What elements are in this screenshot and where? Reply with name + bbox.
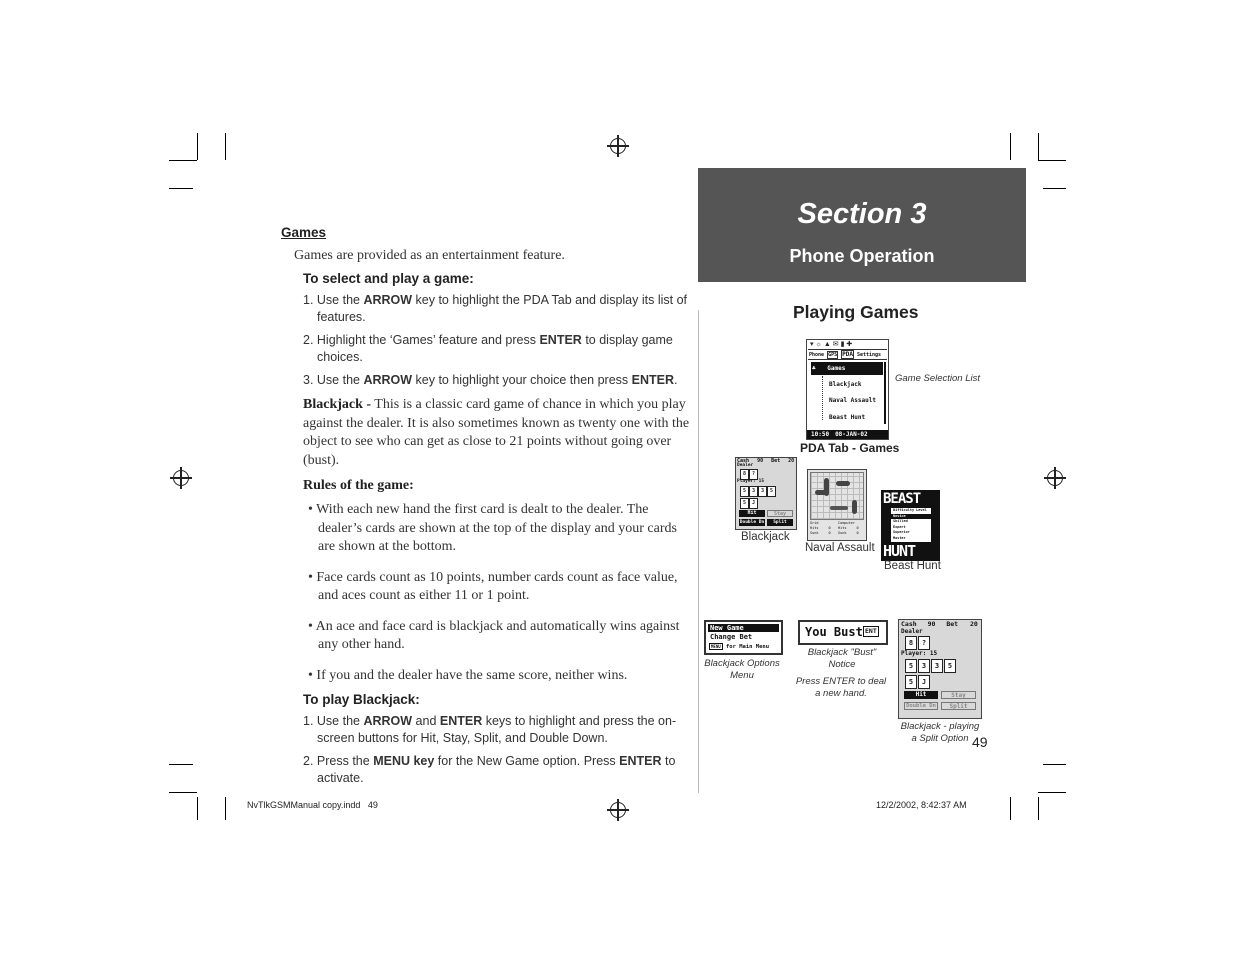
player-card: 3 xyxy=(749,486,758,497)
select-step-3: 3. Use the ARROW key to highlight your choice then press ENTER. xyxy=(303,373,678,387)
games-content xyxy=(281,225,691,787)
menu-key-icon: MENU xyxy=(711,644,721,649)
menu-item-naval-assault[interactable]: Naval Assault xyxy=(829,397,876,404)
gps-icon: ☼ xyxy=(815,341,822,348)
blackjack-split-screen: Cash 90 Bet 20 Dealer 8 ? Player: 15 5 3 3 5 5 J Hit Stay Double Dn Split xyxy=(898,619,982,719)
beast-hunt-screen xyxy=(881,490,940,561)
player-card: 5 xyxy=(905,675,917,689)
stay-button[interactable]: Stay xyxy=(941,691,976,699)
navigate-icon: ✚ xyxy=(846,341,853,348)
tree-line xyxy=(822,376,824,420)
caption-blackjack: Blackjack xyxy=(741,531,790,543)
crop-mark xyxy=(1010,797,1011,820)
footer-timestamp: 12/2/2002, 8:42:37 AM xyxy=(876,800,967,810)
player-card: 3 xyxy=(918,659,930,673)
rule-item: • If you and the dealer have the same score, neither wins. xyxy=(308,667,628,683)
difficulty-expert[interactable]: Expert xyxy=(893,524,906,529)
player-card: 5 xyxy=(767,486,776,497)
caption-options-menu: Blackjack Options Menu xyxy=(704,658,780,681)
pda-games-screen xyxy=(806,339,889,440)
crop-mark xyxy=(1038,797,1039,820)
dealer-card: ? xyxy=(918,636,930,650)
page-number: 49 xyxy=(972,734,988,750)
dealer-card: 8 xyxy=(740,469,749,480)
player-card: 3 xyxy=(931,659,943,673)
difficulty-master[interactable]: Master xyxy=(893,535,906,540)
player-stats: Grid Hits 0 Sunk 0 xyxy=(810,521,831,535)
section-subtitle: Phone Operation xyxy=(789,246,935,266)
crop-mark xyxy=(169,764,193,765)
tab-pda[interactable]: PDA xyxy=(842,351,853,358)
section-title: Section 3 xyxy=(797,198,927,230)
signal-icon: ▾ xyxy=(810,341,814,348)
registration-mark-icon xyxy=(610,802,626,818)
crop-mark xyxy=(1038,133,1039,160)
crop-mark xyxy=(1043,764,1066,765)
player-card: 5 xyxy=(944,659,956,673)
crop-mark xyxy=(169,188,193,189)
select-step-2: 2. Highlight the ‘Games’ feature and press ENTER to display game choices. xyxy=(303,333,673,364)
difficulty-skilled[interactable]: Skilled xyxy=(893,519,908,523)
blackjack-screen: Cash 90 Bet 20 Dealer 8 ? Player: 15 5 3 3 5 5 J Hit Stay Double Dn Split xyxy=(735,457,797,530)
computer-stats: Computer Hits 0 Sunk 0 xyxy=(838,521,859,535)
tab-gps[interactable]: GPS xyxy=(828,352,838,358)
player-card: 5 xyxy=(740,486,749,497)
bust-text: You Bust xyxy=(805,625,863,639)
dealer-card: ? xyxy=(749,469,758,480)
blackjack-description: Blackjack - This is a classic card game of chance in which you play against the dealer. It is also sometimes known as twenty one with the object to see who can get as close to 21 points without going over (bust). xyxy=(303,397,690,468)
caption-bust-notice: Blackjack "Bust" Notice xyxy=(807,647,877,670)
double-down-button[interactable]: Double Dn xyxy=(739,520,765,525)
games-heading: Games xyxy=(281,225,327,240)
hit-button[interactable]: Hit xyxy=(904,691,938,699)
satellite-icon: ▲ xyxy=(823,341,831,348)
player-card: 5 xyxy=(905,659,917,673)
caption-press-enter: Press ENTER to deal a new hand. xyxy=(795,676,887,699)
ship-icon xyxy=(836,481,850,486)
select-title: To select and play a game: xyxy=(303,271,474,286)
bust-notice-screen xyxy=(798,620,888,645)
play-step-1: 1. Use the ARROW and ENTER keys to highlight and press the on-screen buttons for Hit, Stay, Split, and Double Down. xyxy=(303,714,677,745)
caption-split-option: Blackjack - playing a Split Option xyxy=(900,721,980,744)
crop-mark xyxy=(169,792,197,793)
difficulty-menu: Difficulty Level Novice Skilled Expert Superior Master xyxy=(891,508,931,542)
tab-settings[interactable]: Settings xyxy=(856,352,882,358)
registration-mark-icon xyxy=(173,470,189,486)
crop-mark xyxy=(225,133,226,160)
beast-title: BEAST xyxy=(883,491,921,507)
split-button[interactable]: Split xyxy=(941,702,976,710)
crop-mark xyxy=(197,797,198,820)
status-bar xyxy=(808,341,887,350)
menu-item-games[interactable]: ♣ Games xyxy=(811,362,883,375)
rule-item: • With each new hand the first card is dealt to the dealer. The dealer’s cards are shown at the top of the display and your cards are shown at the bottom. xyxy=(308,502,677,554)
split-button[interactable]: Split xyxy=(767,519,793,526)
player-card: J xyxy=(749,498,758,509)
ship-icon xyxy=(830,506,848,510)
crop-mark xyxy=(1038,160,1066,161)
playing-games-heading: Playing Games xyxy=(793,302,919,322)
caption-game-selection: Game Selection List xyxy=(895,373,981,384)
player-card: J xyxy=(918,675,930,689)
ship-icon xyxy=(815,490,829,495)
caption-beast-hunt: Beast Hunt xyxy=(884,560,941,572)
tab-bar xyxy=(808,350,887,360)
rule-item: • Face cards count as 10 points, number cards count as face value, and aces count as either 11 or 1 point. xyxy=(308,569,678,603)
caption-pda-tab: PDA Tab - Games xyxy=(800,441,900,455)
difficulty-novice[interactable]: Novice xyxy=(891,514,931,520)
hunt-title: HUNT xyxy=(883,542,916,560)
rules-title: Rules of the game: xyxy=(303,478,414,493)
rule-item: • An ace and face card is blackjack and automatically wins against any other hand. xyxy=(308,618,680,652)
crop-mark xyxy=(1038,792,1066,793)
crop-mark xyxy=(1010,133,1011,160)
clock-bar: 10:50 08-JAN-02 xyxy=(807,430,888,439)
naval-assault-screen xyxy=(807,469,867,541)
games-icon: ♣ xyxy=(812,365,816,372)
games-intro: Games are provided as an entertainment feature. xyxy=(294,248,565,263)
crop-mark xyxy=(197,133,198,160)
menu-item-blackjack[interactable]: Blackjack xyxy=(829,381,862,388)
hit-button[interactable]: Hit xyxy=(739,510,765,517)
footer-filename: NvTlkGSMManual copy.indd 49 xyxy=(247,800,378,810)
scrollbar[interactable] xyxy=(884,362,886,424)
play-step-2: 2. Press the MENU key for the New Game option. Press ENTER to activate. xyxy=(303,754,676,785)
play-title: To play Blackjack: xyxy=(303,692,420,707)
registration-mark-icon xyxy=(1047,470,1063,486)
column-divider xyxy=(698,310,699,793)
select-step-1: 1. Use the ARROW key to highlight the PDA Tab and display its list of features. xyxy=(303,293,687,324)
option-new-game[interactable]: New Game xyxy=(708,624,779,632)
enter-key-icon: ENT xyxy=(865,627,877,635)
tab-phone[interactable]: Phone xyxy=(809,352,825,358)
section-header xyxy=(698,168,1026,282)
stay-button[interactable]: Stay xyxy=(767,510,793,517)
registration-mark-icon xyxy=(610,138,626,154)
dealer-card: 8 xyxy=(905,636,917,650)
player-card: 3 xyxy=(758,486,767,497)
blackjack-options-screen: New Game Change Bet MENU for Main Menu xyxy=(704,620,783,655)
crop-mark xyxy=(169,160,197,161)
message-icon: ✉ xyxy=(832,341,839,348)
crop-mark xyxy=(1043,188,1066,189)
menu-item-beast-hunt[interactable]: Beast Hunt xyxy=(829,414,866,421)
double-down-button[interactable]: Double Dn xyxy=(904,702,938,710)
option-change-bet[interactable]: Change Bet xyxy=(710,633,753,641)
difficulty-superior[interactable]: Superior xyxy=(893,530,910,534)
battery-icon: ▮ xyxy=(840,341,845,348)
crop-mark xyxy=(225,797,226,820)
player-card: 5 xyxy=(740,498,749,509)
caption-naval-assault: Naval Assault xyxy=(805,542,875,554)
ship-icon xyxy=(852,500,857,514)
